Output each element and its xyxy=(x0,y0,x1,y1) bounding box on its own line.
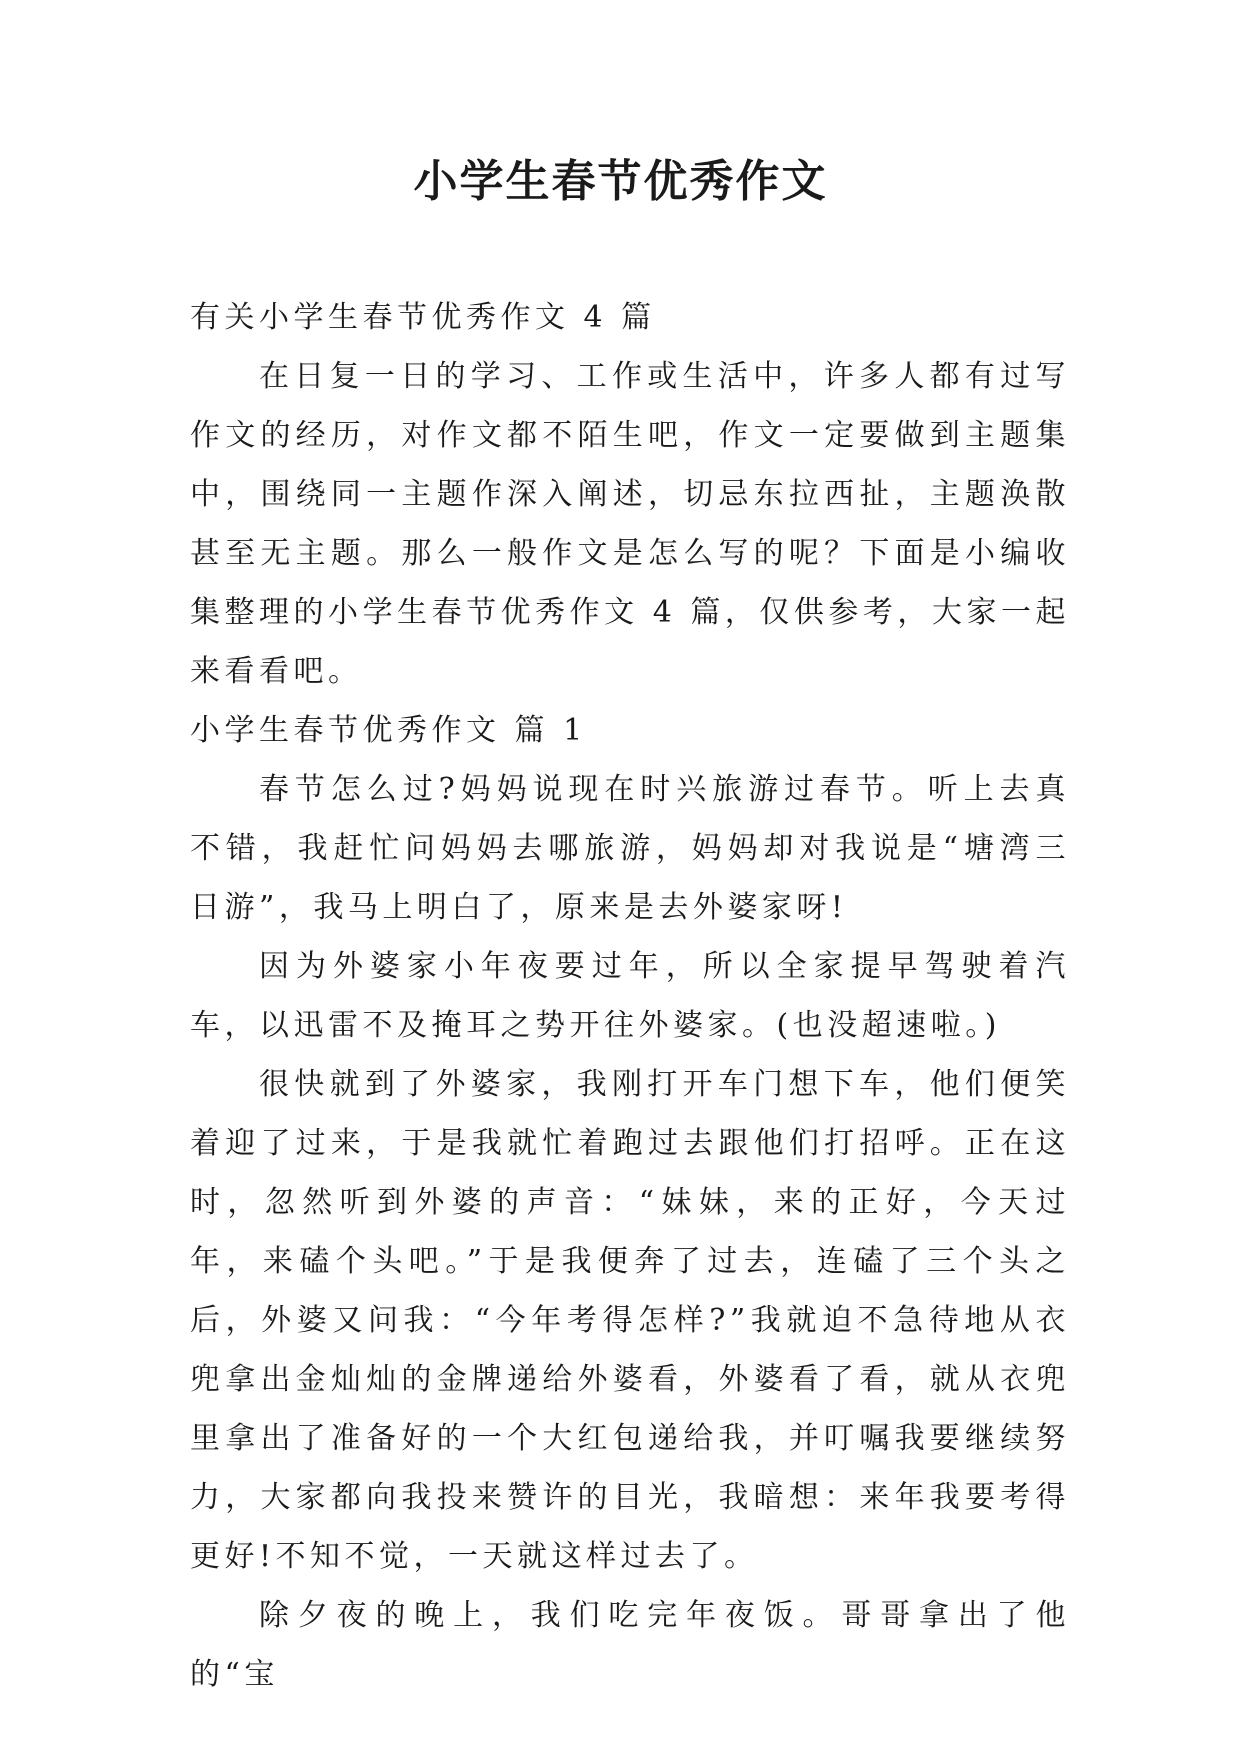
essay-paragraph: 除夕夜的晚上，我们吃完年夜饭。哥哥拿出了他的“宝 xyxy=(190,1598,1070,1692)
intro-paragraph: 在日复一日的学习、工作或生活中，许多人都有过写作文的经历，对作文都不陌生吧，作文一定要做到主题集中，围绕同一主题作深入阐述，切忌东拉西扯，主题涣散甚至无主题。那么一般作文是怎么写的呢？下面是小编收集整理的小学生春节优秀作文 4 篇，仅供参考，大家一起来看看吧。 xyxy=(190,359,1070,689)
document-title: 小学生春节优秀作文 xyxy=(413,156,828,207)
essay-paragraph: 春节怎么过?妈妈说现在时兴旅游过春节。听上去真不错，我赶忙问妈妈去哪旅游，妈妈却对我说是“塘湾三日游”，我马上明白了，原来是去外婆家呀! xyxy=(190,772,1070,925)
essay-paragraph: 因为外婆家小年夜要过年，所以全家提早驾驶着汽车，以迅雷不及掩耳之势开往外婆家。(也没超速啦。) xyxy=(190,949,1070,1043)
collection-heading: 有关小学生春节优秀作文 4 篇 xyxy=(190,300,656,335)
essay-1-heading: 小学生春节优秀作文 篇 1 xyxy=(190,713,587,748)
essay-paragraph: 很快就到了外婆家，我刚打开车门想下车，他们便笑着迎了过来，于是我就忙着跑过去跟他们打招呼。正在这时，忽然听到外婆的声音：“妹妹，来的正好，今天过年，来磕个头吧。”于是我便奔了过去，连磕了三个头之后，外婆又问我：“今年考得怎样?”我就迫不急待地从衣兜拿出金灿灿的金牌递给外婆看，外婆看了看，就从衣兜里拿出了准备好的一个大红包递给我，并叮嘱我要继续努力，大家都向我投来赞许的目光，我暗想：来年我要考得更好!不知不觉，一天就这样过去了。 xyxy=(190,1067,1070,1574)
document-body xyxy=(190,288,1070,1704)
